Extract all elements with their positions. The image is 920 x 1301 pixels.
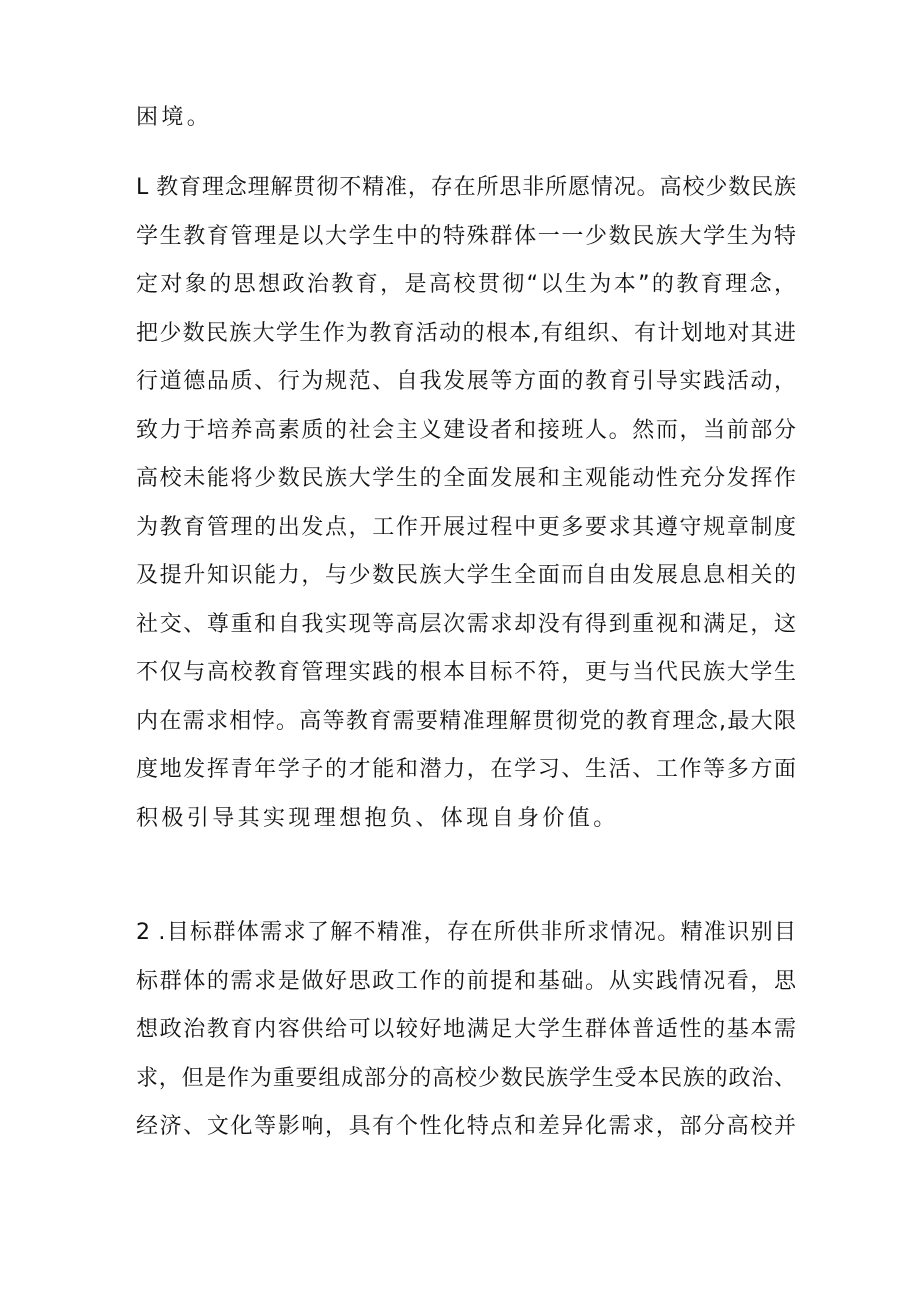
text-line: L 教育理念理解贯彻不精准，存在所思非所愿情况。高校少数民族 [136, 175, 796, 200]
text-line: 行道德品质、行为规范、自我发展等方面的教育引导实践活动， [136, 369, 796, 394]
text-line: 积极引导其实现理想抱负、体现自身价值。 [136, 805, 619, 831]
text-line: 高校未能将少数民族大学生的全面发展和主观能动性充分发挥作 [136, 466, 796, 491]
text-line: 为教育管理的出发点，工作开展过程中更多要求其遵守规章制度 [136, 514, 796, 540]
text-line: 想政治教育内容供给可以较好地满足大学生群体普适性的基本需 [136, 1017, 796, 1042]
text-line: 标群体的需求是做好思政工作的前提和基础。从实践情况看，思 [136, 968, 796, 994]
text-line: 内在需求相悖。高等教育需要精准理解贯彻党的教育理念,最大限 [136, 708, 796, 734]
text-line: 及提升知识能力，与少数民族大学生全面而自由发展息息相关的 [136, 563, 796, 588]
text-line: 不仅与高校教育管理实践的根本目标不符，更与当代民族大学生 [136, 660, 796, 685]
text-line: 困境。 [136, 105, 213, 130]
text-line: 学生教育管理是以大学生中的特殊群体一一少数民族大学生为特 [136, 223, 796, 249]
text-line: 定对象的思想政治教育，是高校贯彻“以生为本”的教育理念， [136, 272, 796, 297]
text-line: 经济、文化等影响，具有个性化特点和差异化需求，部分高校并 [136, 1114, 796, 1139]
text-line: 度地发挥青年学子的才能和潜力，在学习、生活、工作等多方面 [136, 757, 796, 782]
text-line: 把少数民族大学生作为教育活动的根本,有组织、有计划地对其进 [136, 320, 796, 346]
text-line: 求，但是作为重要组成部分的高校少数民族学生受本民族的政治、 [136, 1065, 796, 1091]
text-line: 社交、尊重和自我实现等高层次需求却没有得到重视和满足，这 [136, 611, 796, 637]
text-line: 2 .目标群体需求了解不精准，存在所供非所求情况。精准识别目 [136, 920, 796, 945]
text-line: 致力于培养高素质的社会主义建设者和接班人。然而，当前部分 [136, 417, 796, 443]
